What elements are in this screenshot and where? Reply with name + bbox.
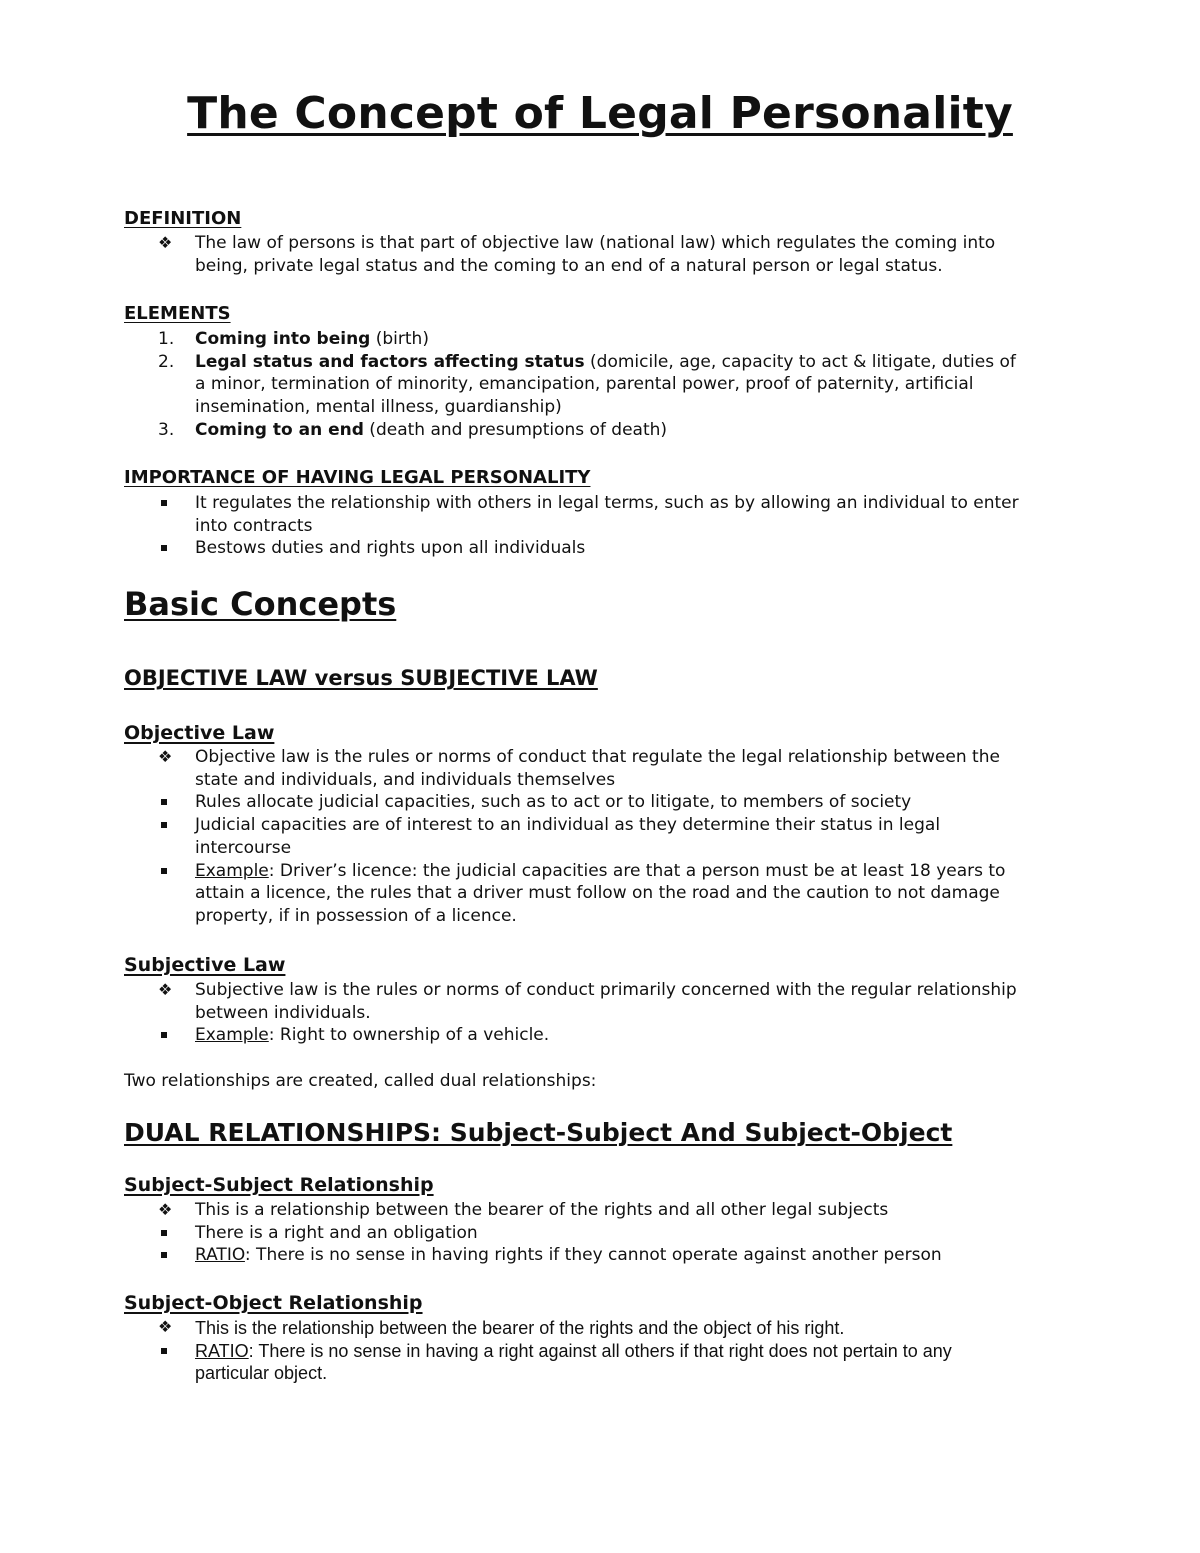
list-item: Rules allocate judicial capacities, such as to act or to litigate, to members of society: [124, 791, 1024, 814]
diamond-bullet-icon: ❖: [158, 233, 173, 252]
importance-list: [124, 492, 1024, 560]
list-item: ❖ The law of persons is that part of objective law (national law) which regulates the coming into being, private legal status and the coming to an end of a natural person or legal status.: [158, 233, 996, 276]
square-bullet-icon: [161, 822, 167, 828]
list-item: ❖ Objective law is the rules or norms of conduct that regulate the legal relationship between the state and individuals, and individuals themselves: [158, 747, 1000, 790]
elements-list: [124, 328, 1024, 442]
square-bullet-icon: [161, 1252, 167, 1258]
basic-concepts-heading: Basic Concepts: [124, 585, 397, 623]
diamond-bullet-icon: ❖: [158, 1200, 173, 1219]
list-item: Judicial capacities are of interest to an individual as they determine their status in legal intercourse: [124, 814, 1024, 859]
dual-relationships-heading: DUAL RELATIONSHIPS: Subject-Subject And Subject-Object: [124, 1118, 953, 1147]
list-item: RATIO: There is no sense in having a right against all others if that right does not pertain to any particular object.: [124, 1340, 1024, 1385]
objective-law-heading: Objective Law: [124, 722, 275, 744]
list-item: Example: Right to ownership of a vehicle.: [124, 1024, 1024, 1047]
list-item: ❖ This is a relationship between the bearer of the rights and all other legal subjects: [158, 1200, 889, 1220]
definition-heading: DEFINITION: [124, 208, 242, 229]
list-number: 3.: [158, 419, 175, 440]
page-title: The Concept of Legal Personality: [187, 88, 1013, 139]
diamond-bullet-icon: ❖: [158, 980, 173, 999]
square-bullet-icon: [161, 500, 167, 506]
list-item: RATIO: There is no sense in having rights if they cannot operate against another person: [124, 1244, 1024, 1267]
elements-heading: ELEMENTS: [124, 303, 231, 324]
list-number: 1.: [158, 329, 175, 349]
dual-relationships-intro: Two relationships are created, called dual relationships:: [124, 1071, 597, 1091]
objective-vs-subjective-heading: OBJECTIVE LAW versus SUBJECTIVE LAW: [124, 666, 598, 690]
list-number: 2.: [158, 351, 175, 372]
subject-object-list: [124, 1317, 1024, 1385]
subject-subject-list: [124, 1199, 1024, 1267]
subjective-law-heading: Subjective Law: [124, 954, 286, 976]
list-item: 1. Coming into being (birth): [158, 329, 429, 349]
diamond-bullet-icon: ❖: [158, 747, 173, 766]
list-item: Example: Driver’s licence: the judicial capacities are that a person must be at least 18 years to attain a licence, the rules that a driver must follow on the road and the caution to not damage property, if in possession of a licence.: [124, 860, 1024, 928]
square-bullet-icon: [161, 868, 167, 874]
list-item: Bestows duties and rights upon all individuals: [124, 537, 1024, 560]
square-bullet-icon: [161, 1230, 167, 1236]
subject-subject-heading: Subject-Subject Relationship: [124, 1174, 434, 1196]
diamond-bullet-icon: ❖: [158, 1319, 173, 1336]
square-bullet-icon: [161, 799, 167, 805]
objective-law-list: [124, 746, 1024, 928]
definition-list: [124, 232, 1024, 277]
square-bullet-icon: [161, 1348, 167, 1354]
list-item: 3. Coming to an end (death and presumptions of death): [158, 419, 668, 440]
importance-heading: IMPORTANCE OF HAVING LEGAL PERSONALITY: [124, 467, 591, 488]
subjective-law-list: [124, 979, 1024, 1047]
list-item: There is a right and an obligation: [124, 1222, 1024, 1245]
list-item: 2. Legal status and factors affecting status (domicile, age, capacity to act & litigate, duties of a minor, termination of minority, emancipation, parental power, proof of paternity, artificial insemination, mental illness, guardianship): [158, 351, 1016, 418]
list-item: ❖ This is the relationship between the bearer of the rights and the object of his right.: [158, 1318, 845, 1338]
list-item: It regulates the relationship with others in legal terms, such as by allowing an individual to enter into contracts: [124, 492, 1024, 537]
subject-object-heading: Subject-Object Relationship: [124, 1292, 423, 1314]
list-item: ❖ Subjective law is the rules or norms of conduct primarily concerned with the regular relationship between individuals.: [158, 980, 1017, 1023]
square-bullet-icon: [161, 1032, 167, 1038]
square-bullet-icon: [161, 545, 167, 551]
